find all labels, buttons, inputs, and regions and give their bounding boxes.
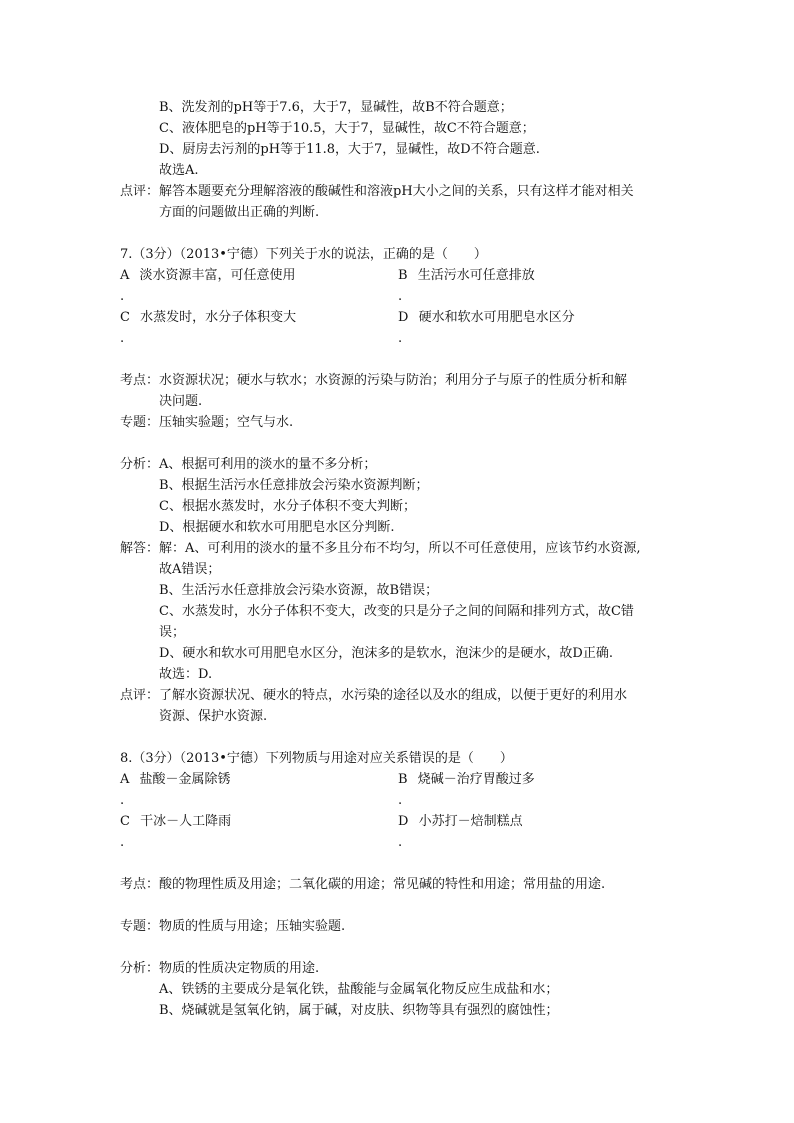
q7-question: 7.（3分）（2013•宁德）下列关于水的说法，正确的是（ ） — [120, 247, 487, 262]
q8-option-a — [120, 770, 231, 790]
q8-kaodian: 酸的物理性质及用途；二氧化碳的用途；常见碱的特性和用途；常用盐的用途. — [159, 877, 606, 892]
option-letter: D — [398, 814, 409, 829]
q8-zhuanti-label: 专题： — [120, 919, 160, 934]
q8-option-a-dot: . — [120, 793, 125, 808]
option-letter: A — [120, 268, 130, 283]
q7-fenxi-line: C、根据水蒸发时，水分子体积不变大判断； — [159, 499, 416, 514]
q8-fenxi-line2: A、铁锈的主要成分是氧化铁，盐酸能与金属氧化物反应生成盐和水； — [159, 982, 559, 997]
option-letter: B — [398, 268, 408, 283]
option-text: 盐酸－金属除锈 — [139, 772, 231, 787]
q7-jieda-line: D、硬水和软水可用肥皂水区分，泡沫多的是软水，泡沫少的是硬水，故D正确. — [159, 646, 613, 661]
q7-zhuanti: 压轴实验题；空气与水. — [159, 415, 294, 430]
q8-option-c-dot: . — [120, 835, 125, 850]
q7-jieda-line: C、水蒸发时，水分子体积不变大，改变的只是分子之间的间隔和排列方式，故C错 — [159, 604, 634, 619]
option-text: 硬水和软水可用肥皂水区分 — [418, 310, 575, 325]
q6-comment-label: 点评： — [120, 184, 160, 199]
option-letter: C — [120, 814, 130, 829]
q6-line-c: C、液体肥皂的pH等于10.5，大于7，显碱性，故C不符合题意； — [159, 121, 535, 136]
q8-question: 8.（3分）（2013•宁德）下列物质与用途对应关系错误的是（ ） — [120, 751, 513, 766]
q7-kaodian-line2: 决问题. — [159, 394, 203, 409]
q7-option-c — [120, 308, 296, 328]
q8-fenxi-label: 分析： — [120, 961, 160, 976]
q8-option-d — [398, 812, 523, 832]
q7-fenxi-line: D、根据硬水和软水可用肥皂水区分判断. — [159, 520, 395, 535]
option-letter: A — [120, 772, 130, 787]
q7-fenxi-label: 分析： — [120, 457, 160, 472]
q7-option-a — [120, 266, 296, 286]
q7-option-a-dot: . — [120, 289, 125, 304]
q7-option-d — [398, 308, 575, 328]
q8-option-b-dot: . — [398, 793, 403, 808]
q7-dianping-label: 点评： — [120, 688, 160, 703]
option-text: 干冰－人工降雨 — [140, 814, 232, 829]
q8-fenxi-line1: 物质的性质决定物质的用途. — [159, 961, 320, 976]
q7-dianping-line2: 资源、保护水资源. — [159, 709, 268, 724]
option-text: 烧碱－治疗胃酸过多 — [417, 772, 535, 787]
q7-option-c-dot: . — [120, 331, 125, 346]
q7-jieda-line: 故选：D. — [159, 667, 213, 682]
q7-jieda-line: B、生活污水任意排放会污染水资源，故B错误； — [159, 583, 439, 598]
q7-kaodian-line1: 水资源状况；硬水与软水；水资源的污染与防治；利用分子与原子的性质分析和解 — [159, 373, 628, 388]
q6-line-d: D、厨房去污剂的pH等于11.8，大于7，显碱性，故D不符合题意. — [159, 142, 540, 157]
q7-dianping-line1: 了解水资源状况、硬水的特点，水污染的途径以及水的组成，以便于更好的利用水 — [159, 688, 628, 703]
q7-jieda-line: 误； — [159, 625, 186, 640]
q6-line-b: B、洗发剂的pH等于7.6，大于7，显碱性，故B不符合题意； — [159, 100, 513, 115]
q8-kaodian-label: 考点： — [120, 877, 160, 892]
q7-option-d-dot: . — [398, 331, 403, 346]
q7-jieda-line: 故A错误； — [159, 562, 221, 577]
q6-comment-line2: 方面的问题做出正确的判断. — [159, 205, 320, 220]
q7-zhuanti-label: 专题： — [120, 415, 160, 430]
q6-choose: 故选A. — [159, 163, 199, 178]
option-letter: C — [120, 310, 130, 325]
option-text: 水蒸发时，水分子体积变大 — [140, 310, 297, 325]
option-text: 淡水资源丰富，可任意使用 — [139, 268, 296, 283]
option-letter: D — [398, 310, 409, 325]
option-text: 小苏打－焙制糕点 — [418, 814, 523, 829]
q7-option-b — [398, 266, 535, 286]
q8-option-b — [398, 770, 535, 790]
q8-zhuanti: 物质的性质与用途；压轴实验题. — [159, 919, 346, 934]
option-text: 生活污水可任意排放 — [417, 268, 535, 283]
q6-comment-line1: 解答本题要充分理解溶液的酸碱性和溶液pH大小之间的关系，只有这样才能对相关 — [159, 184, 634, 199]
q8-option-d-dot: . — [398, 835, 403, 850]
q7-fenxi-line: A、根据可利用的淡水的量不多分析； — [159, 457, 377, 472]
option-letter: B — [398, 772, 408, 787]
q7-jieda-line: 解：A、可利用的淡水的量不多且分布不均匀，所以不可任意使用，应该节约水资源, — [159, 541, 641, 556]
q8-option-c — [120, 812, 231, 832]
q7-fenxi-line: B、根据生活污水任意排放会污染水资源判断； — [159, 478, 429, 493]
q7-kaodian-label: 考点： — [120, 373, 160, 388]
q7-option-b-dot: . — [398, 289, 403, 304]
q8-fenxi-line3: B、烧碱就是氢氧化钠，属于碱，对皮肤、织物等具有强烈的腐蚀性； — [159, 1003, 559, 1018]
q7-jieda-label: 解答： — [120, 541, 160, 556]
